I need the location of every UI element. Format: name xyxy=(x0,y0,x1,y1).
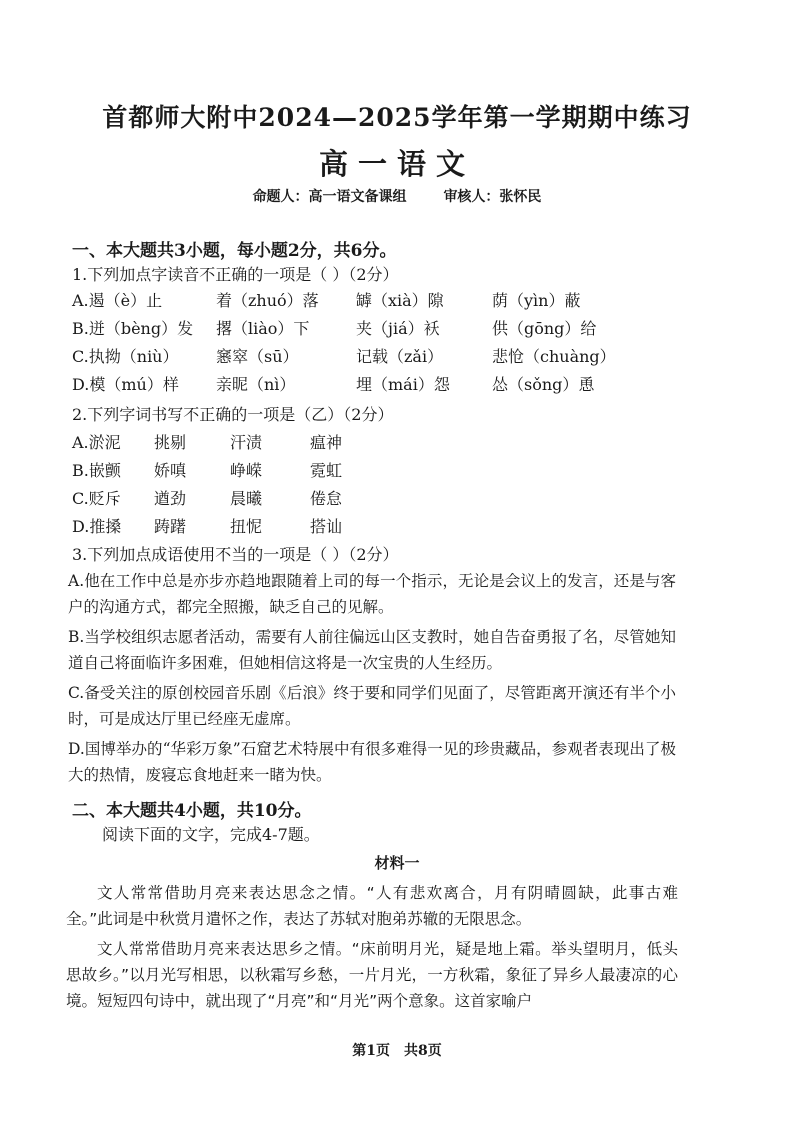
question-1-option-c xyxy=(72,344,732,368)
material-paragraph-1: 文人常常借助月亮来表达思念之情。“人有悲欢离合，月有阴晴圆缺，此事古难全。”此词是中秋赏月遣怀之作，表达了苏轼对胞弟苏辙的无限思念。 xyxy=(66,884,678,928)
option-cell: 踌躇 xyxy=(154,517,187,536)
option-cell: 记载（zǎi） xyxy=(356,347,444,366)
question-2-stem: 2.下列字词书写不正确的一项是（乙）（2分） xyxy=(72,405,394,424)
authors-line xyxy=(0,186,794,206)
option-cell: 娇嗔 xyxy=(154,461,187,480)
option-cell: 晨曦 xyxy=(230,489,263,508)
option-cell: 埋（mái）怨 xyxy=(356,375,450,394)
question-3-option-b: B.当学校组织志愿者活动，需要有人前往偏远山区支教时，她自告奋勇报了名，尽管她知道自己将面临许多困难，但她相信这将是一次宝贵的人生经历。 xyxy=(68,628,676,672)
reviewer-label: 审核人：张怀民 xyxy=(443,189,542,205)
option-cell: D.模（mú）样 xyxy=(72,375,179,394)
option-cell: 扭怩 xyxy=(230,517,263,536)
option-cell: D.推搡 xyxy=(72,517,122,536)
material-title: 材料一 xyxy=(374,854,420,872)
option-cell: 怂（sǒng）恿 xyxy=(492,375,595,394)
option-cell: B.嵌颤 xyxy=(72,461,121,480)
question-1-option-d xyxy=(72,372,732,396)
option-cell: 亲昵（nì） xyxy=(216,375,296,394)
option-cell: 挑剔 xyxy=(154,433,187,452)
question-2-option-c xyxy=(72,486,732,510)
option-cell: 峥嵘 xyxy=(230,461,263,480)
option-cell: 遒劲 xyxy=(154,489,187,508)
question-1-option-b xyxy=(72,316,732,340)
page-number: 第1页 共8页 xyxy=(352,1043,442,1059)
option-cell: C.执拗（niù） xyxy=(72,347,179,366)
question-2-option-b xyxy=(72,458,732,482)
question-3-option-d: D.国博举办的“华彩万象”石窟艺术特展中有很多难得一见的珍贵藏品，参观者表现出了极大的热情，废寝忘食地赶来一睹为快。 xyxy=(68,740,676,784)
section-one-heading: 一、本大题共3小题，每小题2分，共6分。 xyxy=(72,241,397,261)
material-paragraph-2: 文人常常借助月亮来表达思乡之情。“床前明月光，疑是地上霜。举头望明月，低头思故乡。”以月光写相思，以秋霜写乡愁，一片月光，一方秋霜，象征了异乡人最凄凉的心境。短短四句诗中，就出现了“月亮”和“月光”两个意象。这首家喻户 xyxy=(66,940,678,1010)
setter-label: 命题人：高一语文备课组 xyxy=(252,189,407,205)
option-cell: A.淤泥 xyxy=(72,433,121,452)
option-cell: 罅（xià）隙 xyxy=(356,291,444,310)
question-3-option-a: A.他在工作中总是亦步亦趋地跟随着上司的每一个指示，无论是会议上的发言，还是与客户的沟通方式，都完全照搬，缺乏自己的见解。 xyxy=(68,572,676,616)
exam-title: 首都师大附中2024—2025学年第一学期期中练习 xyxy=(102,103,692,132)
question-2-option-a xyxy=(72,430,732,454)
section-two-heading: 二、本大题共4小题，共10分。 xyxy=(72,801,312,821)
question-3-option-c: C.备受关注的原创校园音乐剧《后浪》终于要和同学们见面了，尽管距离开演还有半个小时，可是成达厅里已经座无虚席。 xyxy=(68,684,676,728)
option-cell: 着（zhuó）落 xyxy=(216,291,319,310)
reading-instruction: 阅读下面的文字，完成4-7题。 xyxy=(102,825,320,844)
option-cell: 窸窣（sū） xyxy=(216,347,299,366)
option-cell: 搭讪 xyxy=(310,517,343,536)
option-cell: C.贬斥 xyxy=(72,489,121,508)
option-cell: 荫（yìn）蔽 xyxy=(492,291,581,310)
option-cell: 瘟神 xyxy=(310,433,343,452)
option-cell: 霓虹 xyxy=(310,461,343,480)
option-cell: 夹（jiá）袄 xyxy=(356,319,440,338)
option-cell: A.遏（è）止 xyxy=(72,291,163,310)
question-2-option-d xyxy=(72,514,732,538)
option-cell: 供（gōng）给 xyxy=(492,319,597,338)
option-cell: 撂（liào）下 xyxy=(216,319,310,338)
subject-title: 高一语文 xyxy=(318,147,475,181)
question-1-stem: 1.下列加点字读音不正确的一项是（ ）（2分） xyxy=(72,265,399,284)
option-cell: 倦怠 xyxy=(310,489,343,508)
option-cell: B.迸（bèng）发 xyxy=(72,319,194,338)
option-cell: 汗渍 xyxy=(230,433,263,452)
question-3-stem: 3.下列加点成语使用不当的一项是（ ）（2分） xyxy=(72,545,399,564)
option-cell: 悲怆（chuàng） xyxy=(492,347,616,366)
question-1-option-a xyxy=(72,288,732,312)
